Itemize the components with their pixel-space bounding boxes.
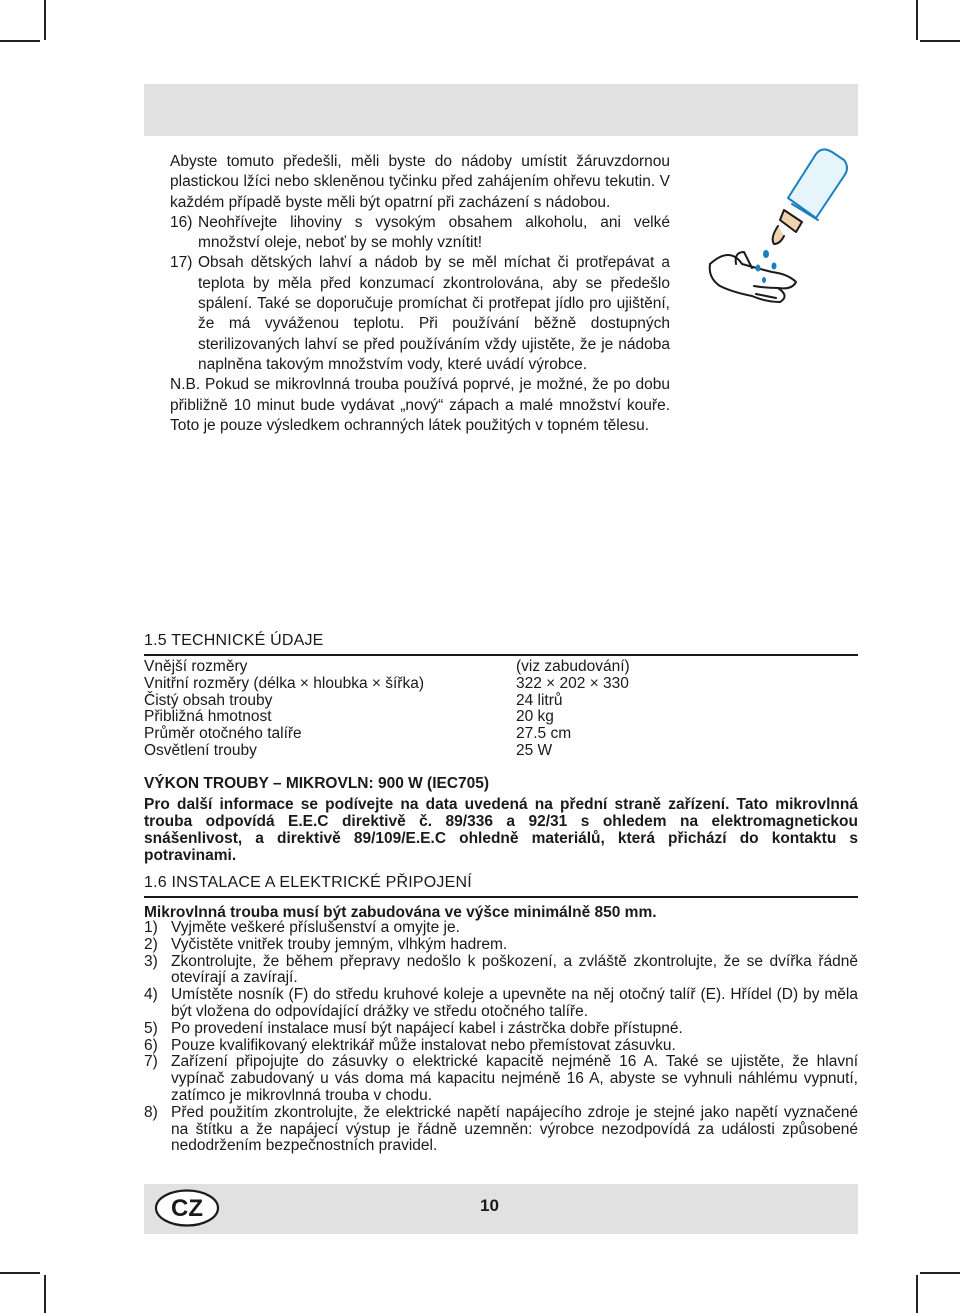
step-number: 2) — [144, 935, 158, 953]
spec-label: Vnitřní rozměry (délka × hloubka × šířka) — [144, 674, 424, 692]
list-item — [144, 1054, 858, 1104]
item-number: 17) — [170, 254, 193, 272]
country-badge — [154, 1188, 220, 1228]
list-item — [144, 1038, 858, 1055]
spec-value: 25 W — [516, 741, 553, 759]
item-text: Obsah dětských lahví a nádob by se měl míchat či protřepávat a teplota by měla před konzumací zkontrolována, aby se předešlo spálení. Také se doporučuje promíchat či protřepat jídlo pro ujištění, že má vyváženou teplotu. Při používání běžně dostupných sterilizovaných lahví se před používáním vždy ujistěte, že je nádoba naplněna takovým množstvím vody, které uvádí výrobce. — [198, 254, 670, 373]
item-number: 16) — [170, 213, 193, 231]
tech-section-header — [144, 632, 858, 656]
intro-paragraph: Abyste tomuto předešli, měli byste do nádoby umístit žáruvzdornou plastickou lžíci nebo skleněnou tyčinku před zahájením ohřevu tekutin. V každém případě byste měli být opatrní při zacházení s nádobou. — [170, 153, 670, 211]
list-item — [170, 213, 670, 254]
spec-row — [144, 693, 704, 710]
crop-mark — [44, 0, 46, 40]
step-text: Pouze kvalifikovaný elektrikář může instalovat nebo přemístovat zásuvku. — [171, 1036, 676, 1054]
crop-mark — [916, 1275, 918, 1313]
section-title: 1.5 TECHNICKÉ ÚDAJE — [144, 632, 858, 656]
item-text: Neohřívejte lihoviny s vysokým obsahem alkoholu, ani velké množství oleje, neboť by se mohly vznítit! — [198, 213, 670, 252]
crop-mark — [0, 1272, 40, 1274]
step-number: 1) — [144, 919, 158, 936]
step-text: Zařízení připojujte do zásuvky o elektrické kapacitě nejméně 16 A. Také se ujistěte, že hlavní vypínač zabudovaný u vás doma má kapacitu nejméně 16 A, abyste se vyhnuli náhlému vypnutí, zatímco je mikrovlnná trouba v chodu. — [171, 1053, 858, 1104]
power-heading: VÝKON TROUBY – MIKROVLN: 900 W (IEC705) — [144, 775, 490, 792]
crop-mark — [0, 40, 40, 42]
step-text: Po provedení instalace musí být napájecí kabel i zástrčka dobře přístupné. — [171, 1019, 683, 1037]
crop-mark — [916, 0, 918, 40]
crop-mark — [920, 40, 960, 42]
spec-row — [144, 676, 704, 693]
step-number: 5) — [144, 1019, 158, 1037]
install-steps — [144, 920, 858, 1155]
crop-mark — [44, 1275, 46, 1313]
country-code: CZ — [171, 1195, 203, 1222]
spec-value: 27.5 cm — [516, 725, 572, 743]
section-title: 1.6 INSTALACE A ELEKTRICKÉ PŘIPOJENÍ — [144, 874, 858, 898]
list-item — [144, 937, 858, 954]
step-number: 8) — [144, 1103, 158, 1121]
spec-value: (viz zabudování) — [516, 658, 630, 675]
specs-table — [144, 659, 704, 760]
list-item — [144, 1021, 858, 1038]
step-text: Zkontrolujte, že během přepravy nedošlo k poškození, a zvláště zkontrolujte, že se dvířka řádně otevírají a zavírají. — [171, 952, 858, 987]
list-item — [144, 987, 858, 1021]
spec-label: Osvětlení trouby — [144, 741, 257, 759]
step-number: 3) — [144, 952, 158, 970]
step-text: Umístěte nosník (F) do středu kruhové koleje a upevněte na něj otočný talíř (E). Hřídel (D) by měla být vložena do odpovídající drážky ve středu otočného talíře. — [171, 986, 858, 1020]
baby-bottle-hand-illustration — [700, 146, 850, 316]
spec-row — [144, 659, 704, 676]
spec-label: Přibližná hmotnost — [144, 708, 272, 726]
install-intro: Mikrovlnná trouba musí být zabudována ve výšce minimálně 850 mm. — [144, 904, 657, 921]
spec-value: 322 × 202 × 330 — [516, 674, 629, 692]
step-number: 4) — [144, 986, 158, 1004]
step-number: 7) — [144, 1053, 158, 1071]
spec-label: Čistý obsah trouby — [144, 691, 273, 709]
intro-text — [170, 152, 670, 436]
crop-mark — [920, 1272, 960, 1274]
list-item — [144, 954, 858, 988]
power-notice — [144, 775, 858, 864]
step-text: Vyčistěte vnitřek trouby jemným, vlhkým hadrem. — [171, 935, 508, 953]
spec-value: 24 litrů — [516, 691, 563, 709]
spec-row — [144, 743, 704, 760]
spec-value: 20 kg — [516, 708, 554, 726]
list-item — [170, 253, 670, 375]
list-item — [144, 1105, 858, 1155]
step-text: Před použitím zkontrolujte, že elektrické napětí napájecího zdroje je stejné jako napětí vyznačené na štítku a že napájecí výstup je řádně uzemněn: výrobce nezodpovídá za události způsobené nedodržením bezpečnostních pravidel. — [171, 1103, 858, 1155]
step-number: 6) — [144, 1036, 158, 1054]
spec-label: Průměr otočného talíře — [144, 725, 302, 743]
power-body: Pro další informace se podívejte na data uvedená na přední straně zařízení. Tato mikrovlnná trouba odpovídá E.E.C direktivě č. 89/336 a 92/31 s ohledem na elektromagnetickou snášenlivost, a direktivě 89/109/E.E.C ohledně materiálů, která přichází do kontaktu s potravinami. — [144, 796, 858, 864]
footer-band — [144, 1184, 858, 1234]
header-band — [144, 84, 858, 136]
install-section-header — [144, 874, 858, 898]
step-text: Vyjměte veškeré příslušenství a omyjte je. — [171, 919, 460, 936]
page-number: 10 — [480, 1196, 499, 1215]
spec-label: Vnější rozměry — [144, 658, 248, 675]
spec-row — [144, 726, 704, 743]
spec-row — [144, 709, 704, 726]
nb-paragraph: N.B. Pokud se mikrovlnná trouba používá poprvé, je možné, že po dobu přibližně 10 minut bude vydávat „nový“ zápach a malé množství kouře. Toto je pouze výsledkem ochranných látek použitých v topném tělesu. — [170, 376, 670, 434]
list-item — [144, 920, 858, 937]
